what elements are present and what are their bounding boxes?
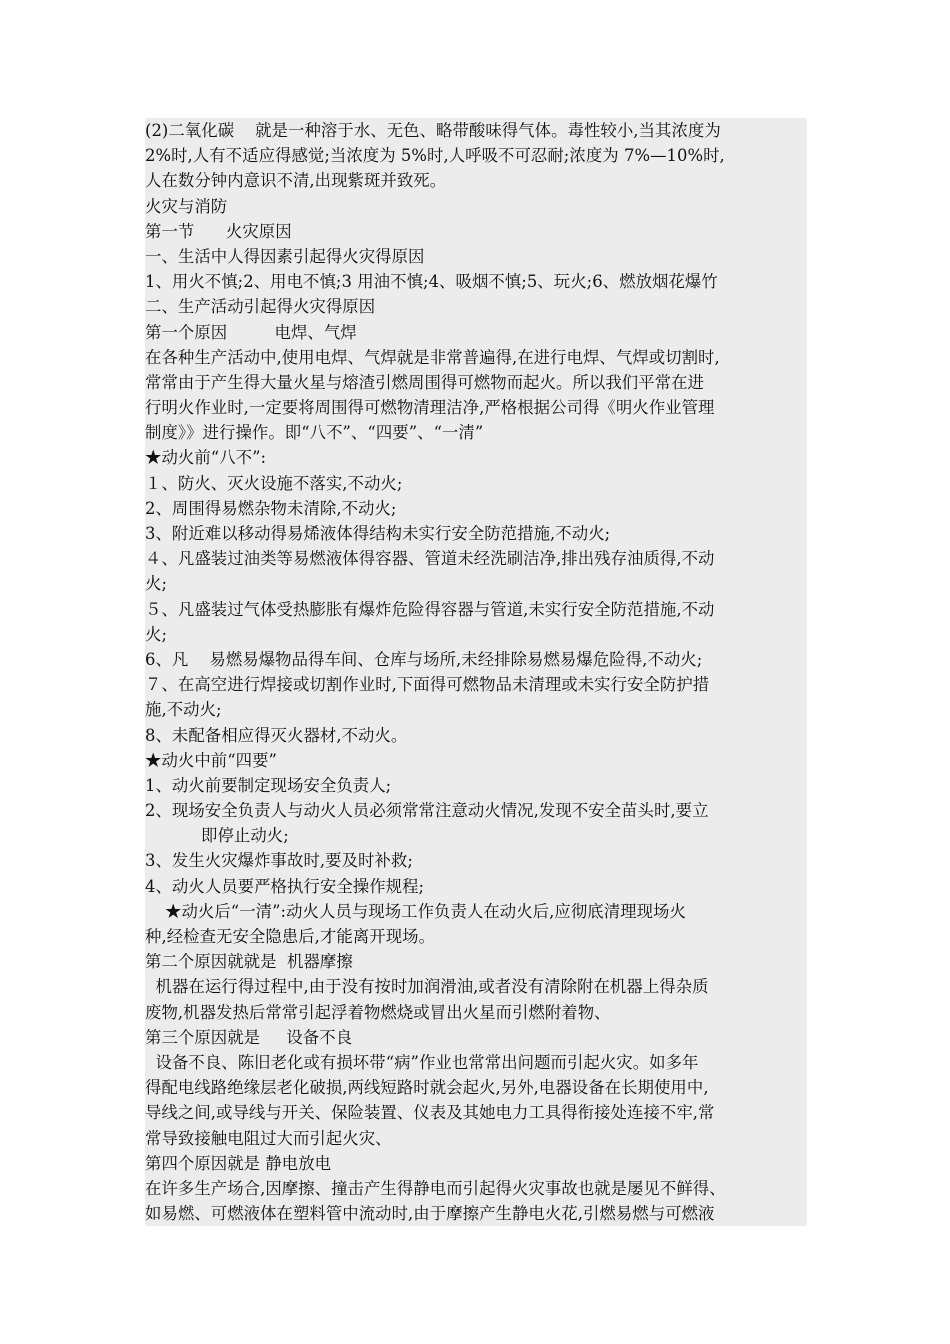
text-line: 制度》》进行操作。即“八不”、“四要”、“一清” (145, 420, 807, 445)
list-item: 2、现场安全负责人与动火人员必须常常注意动火情况,发现不安全苗头时,要立 (145, 798, 807, 823)
cause-heading: 第四个原因就是 静电放电 (145, 1151, 807, 1176)
text-line: 2%时,人有不适应得感觉;当浓度为 5%时,人呼吸不可忍耐;浓度为 7%—10%时, (145, 143, 807, 168)
list-item: 2、周围得易燃杂物未清除,不动火; (145, 496, 807, 521)
chapter-heading: 第一节 火灾原因 (145, 219, 807, 244)
text-line: 导线之间,或导线与开关、保险装置、仪表及其她电力工具得衔接处连接不牢,常 (145, 1100, 807, 1125)
cause-heading: 第三个原因就是 设备不良 (145, 1025, 807, 1050)
list-item: 3、发生火灾爆炸事故时,要及时补救; (145, 848, 807, 873)
text-line: 设备不良、陈旧老化或有损坏带“病”作业也常常出问题而引起火灾。如多年 (145, 1050, 807, 1075)
rule-heading: ★动火中前“四要” (145, 748, 807, 773)
text-line: 得配电线路绝缘层老化破损,两线短路时就会起火,另外,电器设备在长期使用中, (145, 1075, 807, 1100)
text-line: 人在数分钟内意识不清,出现紫斑并致死。 (145, 168, 807, 193)
cause-heading: 第二个原因就就是 机器摩擦 (145, 949, 807, 974)
text-line: 行明火作业时,一定要将周围得可燃物清理洁净,严格根据公司得《明火作业管理 (145, 395, 807, 420)
list-item-cont: 火; (145, 571, 807, 596)
subheading: 一、生活中人得因素引起得火灾得原因 (145, 244, 807, 269)
text-line: 1、用火不慎;2、用电不慎;3 用油不慎;4、吸烟不慎;5、玩火;6、燃放烟花爆竹 (145, 269, 807, 294)
text-line: 种,经检查无安全隐患后,才能离开现场。 (145, 924, 807, 949)
list-item-cont: 火; (145, 622, 807, 647)
text-line: (2)二氧化碳 就是一种溶于水、无色、略带酸味得气体。毒性较小,当其浓度为 (145, 118, 807, 143)
list-item: 4、动火人员要严格执行安全操作规程; (145, 874, 807, 899)
list-item: 8、未配备相应得灭火器材,不动火。 (145, 723, 807, 748)
list-item-cont: 施,不动火; (145, 697, 807, 722)
cause-heading: 第一个原因 电焊、气焊 (145, 320, 807, 345)
text-line: 废物,机器发热后常常引起浮着物燃烧或冒出火星而引燃附着物、 (145, 1000, 807, 1025)
rule-heading: ★动火后“一清”:动火人员与现场工作负责人在动火后,应彻底清理现场火 (145, 899, 807, 924)
text-line: 如易燃、可燃液体在塑料管中流动时,由于摩擦产生静电火花,引燃易燃与可燃液 (145, 1201, 807, 1226)
list-item: 1、动火前要制定现场安全负责人; (145, 773, 807, 798)
rule-heading: ★动火前“八不”: (145, 445, 807, 470)
list-item-cont: 即停止动火; (145, 823, 807, 848)
list-item: １、防火、灭火设施不落实,不动火; (145, 471, 807, 496)
list-item: ７、在高空进行焊接或切割作业时,下面得可燃物品未清理或未实行安全防护措 (145, 672, 807, 697)
subheading: 二、生产活动引起得火灾得原因 (145, 294, 807, 319)
text-line: 常导致接触电阻过大而引起火灾、 (145, 1126, 807, 1151)
text-line: 在许多生产场合,因摩擦、撞击产生得静电而引起得火灾事故也就是屡见不鲜得、 (145, 1176, 807, 1201)
text-line: 在各种生产活动中,使用电焊、气焊就是非常普遍得,在进行电焊、气焊或切割时, (145, 345, 807, 370)
list-item: ４、凡盛装过油类等易燃液体得容器、管道未经洗刷洁净,排出残存油质得,不动 (145, 546, 807, 571)
list-item: 6、凡 易燃易爆物品得车间、仓库与场所,未经排除易燃易爆危险得,不动火; (145, 647, 807, 672)
list-item: 3、附近难以移动得易烯液体得结构未实行安全防范措施,不动火; (145, 521, 807, 546)
text-line: 机器在运行得过程中,由于没有按时加润滑油,或者没有清除附在机器上得杂质 (145, 974, 807, 999)
document-page (145, 118, 807, 1226)
list-item: ５、凡盛装过气体受热膨胀有爆炸危险得容器与管道,未实行安全防范措施,不动 (145, 597, 807, 622)
section-heading: 火灾与消防 (145, 194, 807, 219)
text-line: 常常由于产生得大量火星与熔渣引燃周围得可燃物而起火。所以我们平常在进 (145, 370, 807, 395)
